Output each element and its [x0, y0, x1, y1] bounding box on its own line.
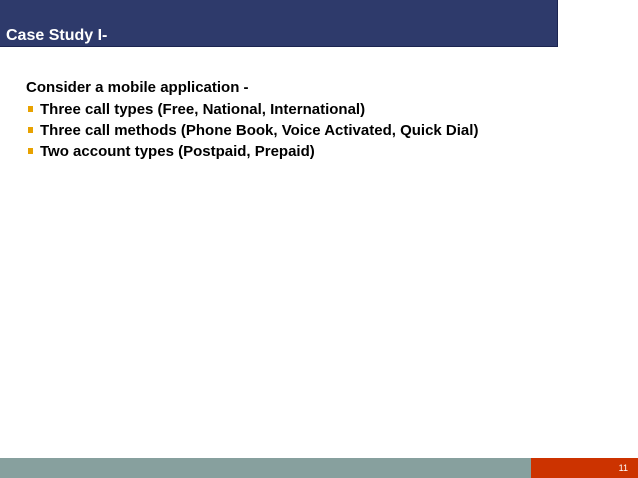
footer-bar	[0, 458, 531, 478]
slide-body	[26, 77, 606, 162]
bullet-item	[26, 99, 606, 120]
square-bullet-icon	[28, 106, 33, 112]
bullet-text: Three call types (Free, National, International)	[40, 101, 366, 118]
bullet-text: Two account types (Postpaid, Prepaid)	[40, 143, 315, 160]
intro-text: Consider a mobile application -	[26, 79, 249, 96]
slide-title: Case Study I-	[6, 27, 108, 44]
bullet-list	[26, 99, 606, 162]
square-bullet-icon	[28, 148, 33, 154]
bullet-item	[26, 141, 606, 162]
bullet-text: Three call methods (Phone Book, Voice Activated, Quick Dial)	[40, 122, 479, 139]
page-number: 11	[618, 463, 628, 473]
footer-accent	[531, 458, 638, 478]
bullet-item	[26, 120, 606, 141]
square-bullet-icon	[28, 127, 33, 133]
slide-title-bar	[0, 0, 558, 47]
